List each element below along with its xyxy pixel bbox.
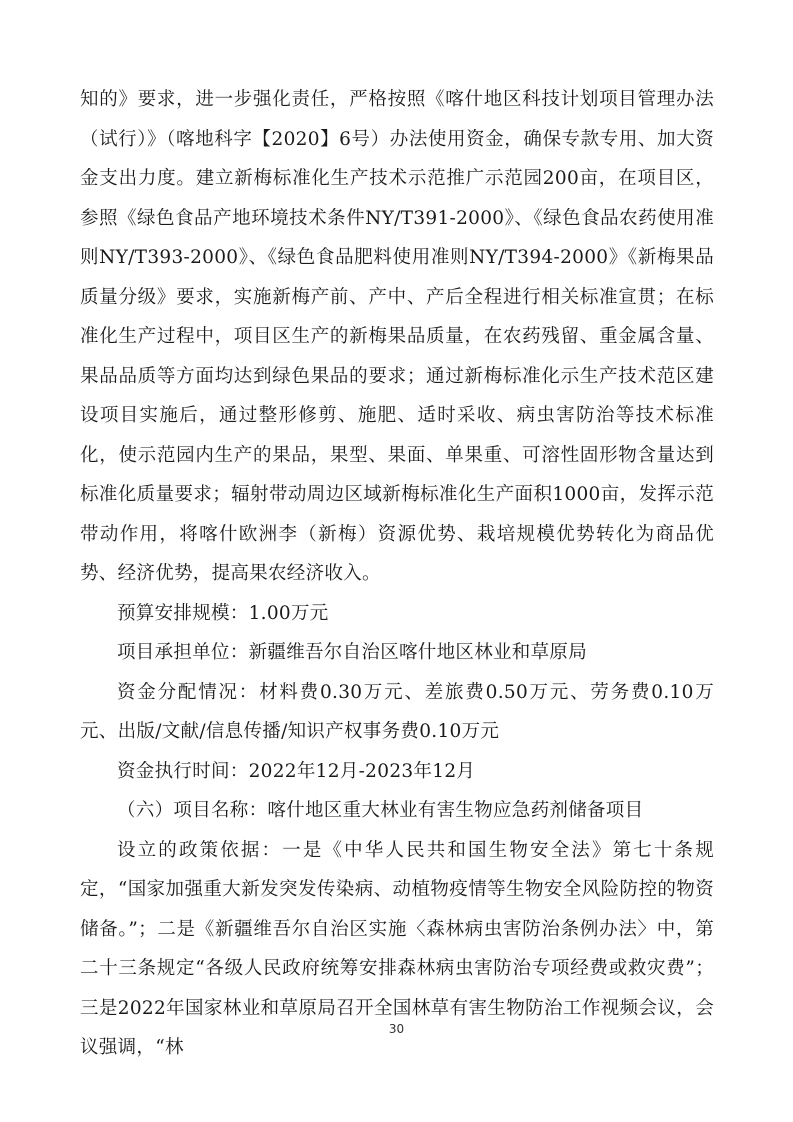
page-number: 30 bbox=[388, 1022, 405, 1036]
paragraph-execution-time: 资金执行时间：2022年12月-2023年12月 bbox=[117, 760, 476, 782]
document-body bbox=[80, 80, 714, 1068]
paragraph-undertaking-unit: 项目承担单位：新疆维吾尔自治区喀什地区林业和草原局 bbox=[117, 642, 588, 663]
paragraph-fund-allocation: 资金分配情况：材料费0.30万元、差旅费0.50万元、劳务费0.10万元、出版/文献/信息传播/知识产权事务费0.10万元 bbox=[80, 681, 714, 742]
section-heading-project-name: （六）项目名称：喀什地区重大林业有害生物应急药剂储备项目 bbox=[117, 800, 644, 821]
paragraph-continuation: 知的》要求，进一步强化责任，严格按照《喀什地区科技计划项目管理办法（试行）》（喀地科字【2020】6号）办法使用资金，确保专款专用、加大资金支出力度。建立新梅标准化生产技术示范推广示范园200亩，在项目区，参照《绿色食品产地环境技术条件NY/T391-2000》、《绿色食品农药使用准则NY/T393-2000》、《绿色食品肥料使用准则NY/T394-2000》《新梅果品质量分级》要求，实施新梅产前、产中、产后全程进行相关标准宣贯；在标准化生产过程中，项目区生产的新梅果品质量，在农药残留、重金属含量、果品品质等方面均达到绿色果品的要求；通过新梅标准化示生产技术范区建设项目实施后，通过整形修剪、施肥、适时采收、病虫害防治等技术标准化，使示范园内生产的果品，果型、果面、单果重、可溶性固形物含量达到标准化质量要求；辐射带动周边区域新梅标准化生产面积1000亩，发挥示范带动作用，将喀什欧洲李（新梅）资源优势、栽培规模优势转化为商品优势、经济优势，提高果农经济收入。 bbox=[80, 89, 714, 584]
paragraph-policy-basis: 设立的政策依据：一是《中华人民共和国生物安全法》第七十条规定，“国家加强重大新发突发传染病、动植物疫情等生物安全风险防控的物资储备。”；二是《新疆维吾尔自治区实施〈森林病虫害防治条例办法〉中，第二十三条规定“各级人民政府统筹安排森林病虫害防治专项经费或救灾费”；三是2022年国家林业和草原局召开全国林草有害生物防治工作视频会议，会议强调，“林 bbox=[80, 839, 714, 1058]
paragraph-budget-scale: 预算安排规模：1.00万元 bbox=[117, 602, 329, 624]
